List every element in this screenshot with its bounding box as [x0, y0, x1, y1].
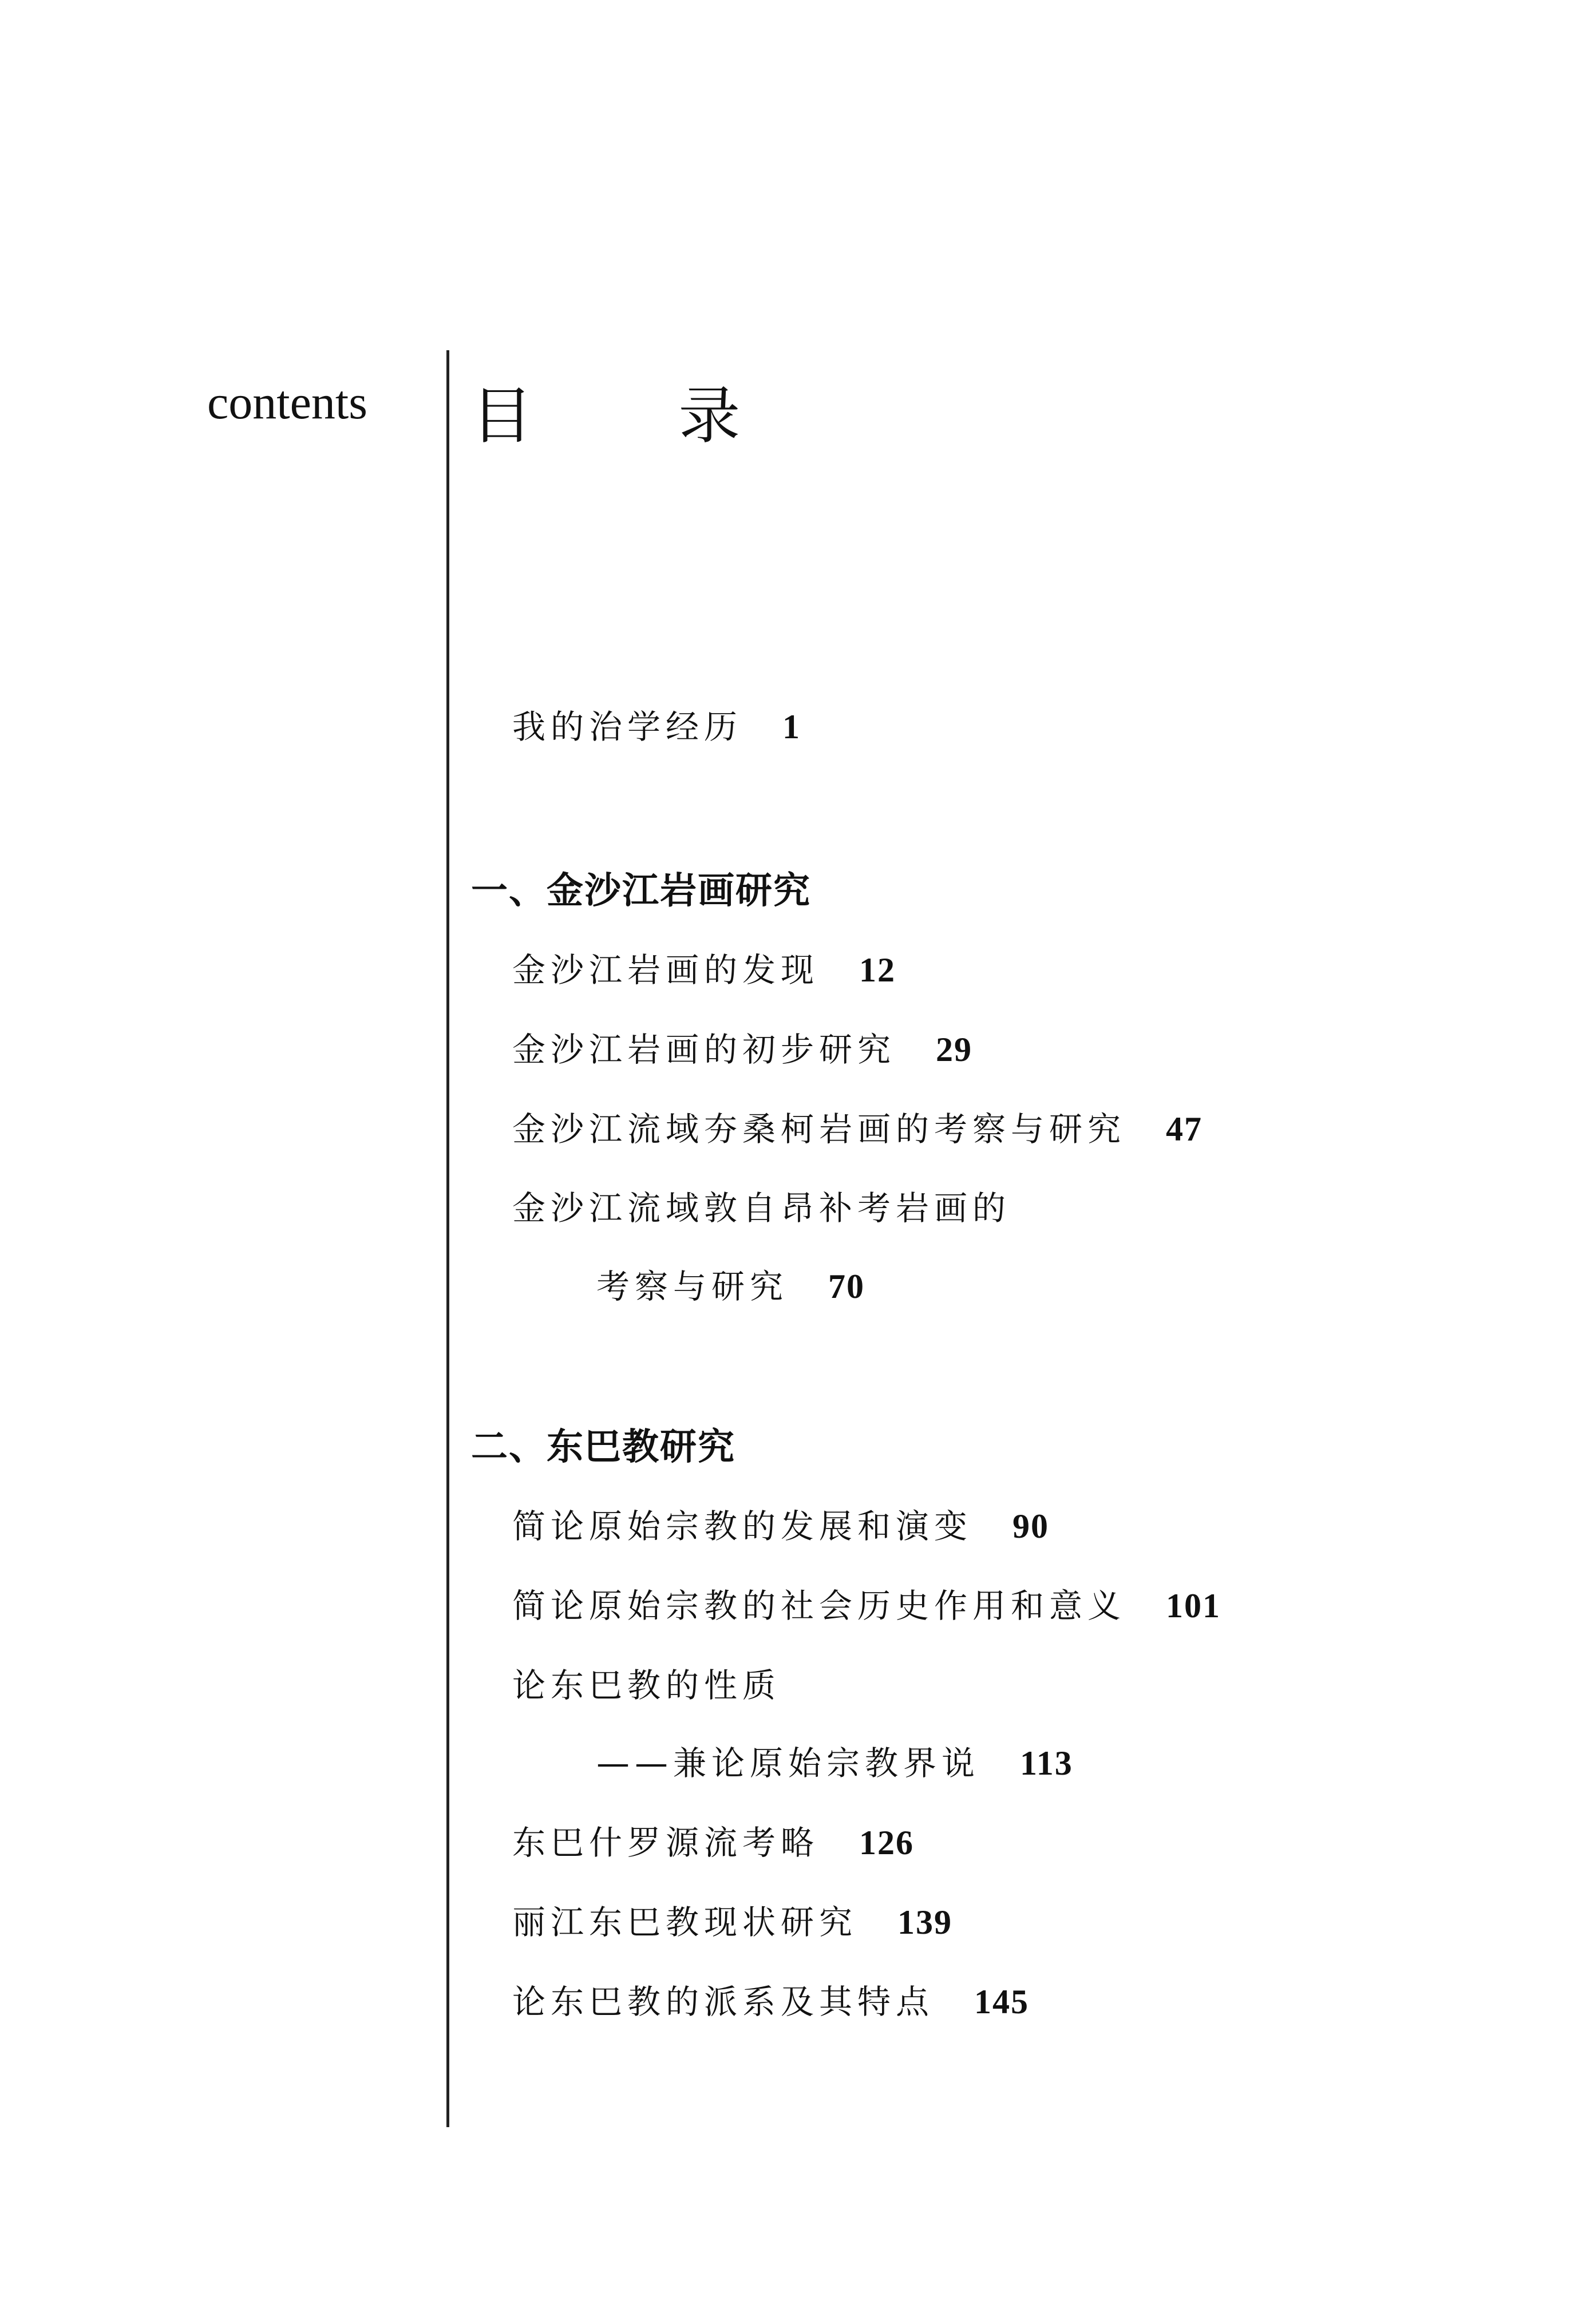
toc-entry[interactable] — [512, 1499, 1049, 1547]
toc-entry-page: 70 — [828, 1268, 865, 1305]
toc-entry-title: 简论原始宗教的社会历史作用和意义 — [512, 1586, 1126, 1625]
toc-section-heading: 一、金沙江岩画研究 — [471, 870, 811, 912]
toc-entry-page: 145 — [974, 1983, 1030, 2021]
toc-entry[interactable] — [512, 1023, 972, 1071]
toc-entry-title: 我的治学经历 — [512, 707, 743, 746]
toc-entry-title: 金沙江岩画的初步研究 — [512, 1030, 896, 1069]
toc-entry[interactable] — [512, 1181, 1011, 1229]
toc-entry-page: 113 — [1020, 1744, 1073, 1782]
toc-entry-title: 金沙江流域敦自昂补考岩画的 — [512, 1189, 1011, 1228]
toc-entry-title: 论东巴教的性质 — [512, 1666, 781, 1705]
toc-section-heading: 二、东巴教研究 — [471, 1426, 735, 1468]
toc-entry[interactable] — [512, 1816, 914, 1864]
page-title: 目 录 — [471, 381, 804, 452]
toc-entry-page: 29 — [936, 1031, 973, 1068]
toc-entry-page: 101 — [1166, 1587, 1221, 1625]
toc-entry[interactable] — [512, 1658, 781, 1707]
toc-entry-page: 47 — [1166, 1110, 1203, 1148]
toc-entry-continuation[interactable] — [596, 1260, 865, 1308]
toc-entry-page: 126 — [859, 1824, 915, 1862]
toc-entry[interactable] — [512, 1102, 1203, 1150]
toc-entry-title: 丽江东巴教现状研究 — [512, 1903, 858, 1942]
toc-entry[interactable] — [512, 700, 801, 748]
toc-entry-page: 90 — [1012, 1507, 1050, 1545]
toc-entry-title: 简论原始宗教的发展和演变 — [512, 1507, 973, 1546]
toc-entry-page: 1 — [782, 708, 801, 746]
toc-entry-title: ——兼论原始宗教界说 — [596, 1744, 980, 1783]
toc-entry-title: 金沙江流域夯桑柯岩画的考察与研究 — [512, 1110, 1126, 1149]
toc-entry-title: 金沙江岩画的发现 — [512, 951, 820, 989]
toc-entry[interactable] — [512, 1975, 1029, 2023]
toc-entry[interactable] — [512, 943, 896, 991]
toc-entry[interactable] — [512, 1895, 952, 1943]
toc-entry-title: 论东巴教的派系及其特点 — [512, 1982, 935, 2021]
toc-entry-page: 139 — [897, 1903, 953, 1941]
toc-entry[interactable] — [512, 1579, 1221, 1627]
toc-entry-title: 考察与研究 — [596, 1267, 789, 1306]
toc-entry-title: 东巴什罗源流考略 — [512, 1823, 820, 1862]
toc-entry-subtitle[interactable] — [596, 1736, 1073, 1784]
divider-line — [446, 350, 449, 2127]
toc-entry-page: 12 — [859, 951, 896, 989]
contents-label: contents — [207, 376, 367, 429]
